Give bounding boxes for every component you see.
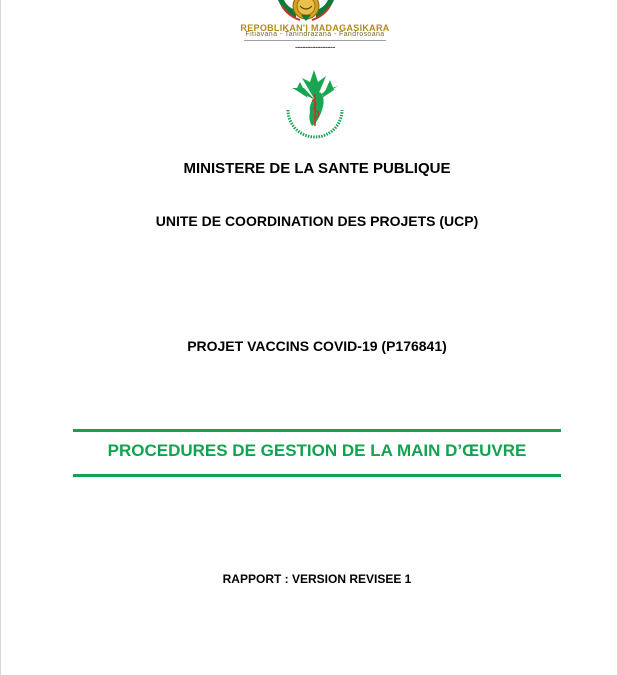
project-title: PROJET VACCINS COVID-19 (P176841)	[187, 338, 447, 354]
header-separator: ----------------	[295, 42, 335, 52]
ministry-of-health-logo-icon	[280, 68, 350, 140]
republic-name: REPOBLIKAN'I MADAGASIKARA	[240, 23, 390, 33]
report-version: RAPPORT : VERSION REVISEE 1	[222, 572, 412, 586]
title-rule-top	[73, 429, 561, 432]
republic-motto: Fitiavana - Tanindrazana - Fandrosoana	[245, 31, 385, 38]
document-title: PROCEDURES DE GESTION DE LA MAIN D’ŒUVRE	[107, 441, 527, 460]
coat-of-arms-icon	[274, 0, 338, 22]
ministry-title: MINISTERE DE LA SANTE PUBLIQUE	[183, 160, 451, 177]
title-rule-bottom	[73, 474, 561, 477]
unit-title: UNITE DE COORDINATION DES PROJETS (UCP)	[155, 213, 479, 229]
